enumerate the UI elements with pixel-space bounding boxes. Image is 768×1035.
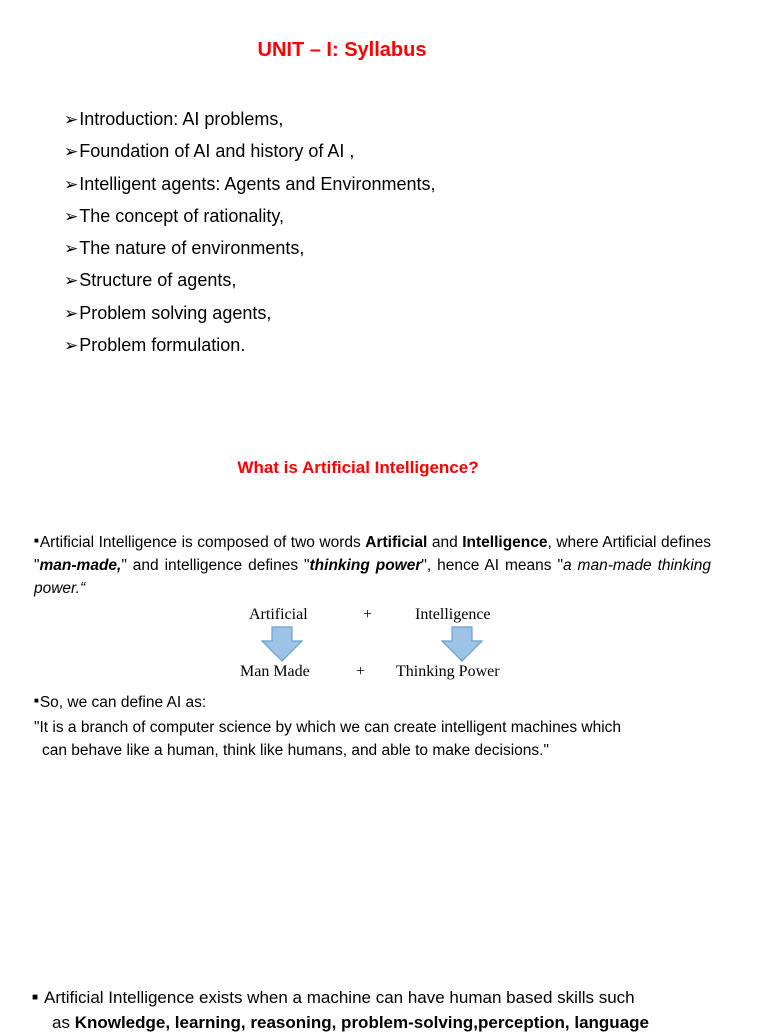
syllabus-item: ➢Problem solving agents, — [64, 298, 435, 330]
syllabus-item: ➢Structure of agents, — [64, 265, 435, 297]
arrow-bullet-icon: ➢ — [64, 239, 79, 259]
arrow-bullet-icon: ➢ — [64, 206, 79, 226]
square-bullet-icon: ■ — [34, 696, 39, 705]
diagram-word-man-made: Man Made — [240, 663, 310, 680]
syllabus-list — [64, 104, 435, 362]
ai-exists-paragraph: ■ Artificial Intelligence exists when a machine can have human based skills such as Knowledge, learning, reasoning, problem-solving,perception, language — [32, 985, 732, 1035]
definition-paragraph: ■Artificial Intelligence is composed of two words Artificial and Intelligence, where Artificial defines "man-made," and intelligence defines "thinking power", hence AI means "a man-made thinking power.“ — [34, 529, 711, 600]
down-arrow-icon — [261, 626, 303, 662]
syllabus-item: ➢Problem formulation. — [64, 330, 435, 362]
arrow-bullet-icon: ➢ — [64, 303, 79, 323]
define-intro: ■So, we can define AI as: — [34, 689, 206, 714]
arrow-bullet-icon: ➢ — [64, 110, 79, 129]
diagram-word-intelligence: Intelligence — [415, 606, 491, 623]
diagram-plus-bottom: + — [356, 663, 366, 680]
arrow-bullet-icon: ➢ — [64, 271, 79, 291]
syllabus-item: ➢Introduction: AI problems, — [64, 104, 435, 136]
section-heading: What is Artificial Intelligence? — [237, 458, 479, 477]
unit-title: UNIT – I: Syllabus — [257, 39, 427, 61]
syllabus-item: ➢The concept of rationality, — [64, 201, 435, 233]
syllabus-item: ➢Intelligent agents: Agents and Environments, — [64, 169, 435, 201]
arrow-bullet-icon: ➢ — [64, 336, 79, 356]
arrow-bullet-icon: ➢ — [64, 174, 79, 194]
diagram-plus-top: + — [363, 606, 373, 623]
diagram-word-thinking-power: Thinking Power — [396, 663, 500, 680]
syllabus-item: ➢Foundation of AI and history of AI , — [64, 136, 435, 168]
square-bullet-icon: ■ — [32, 992, 39, 1003]
syllabus-item: ➢The nature of environments, — [64, 233, 435, 265]
definition-quote: "It is a branch of computer science by which we can create intelligent machines which can behave like a human, think like humans, and able to make decisions." — [34, 719, 622, 759]
arrow-bullet-icon: ➢ — [64, 142, 79, 162]
down-arrow-icon — [441, 626, 483, 662]
diagram-word-artificial: Artificial — [249, 606, 308, 623]
square-bullet-icon: ■ — [34, 536, 39, 545]
